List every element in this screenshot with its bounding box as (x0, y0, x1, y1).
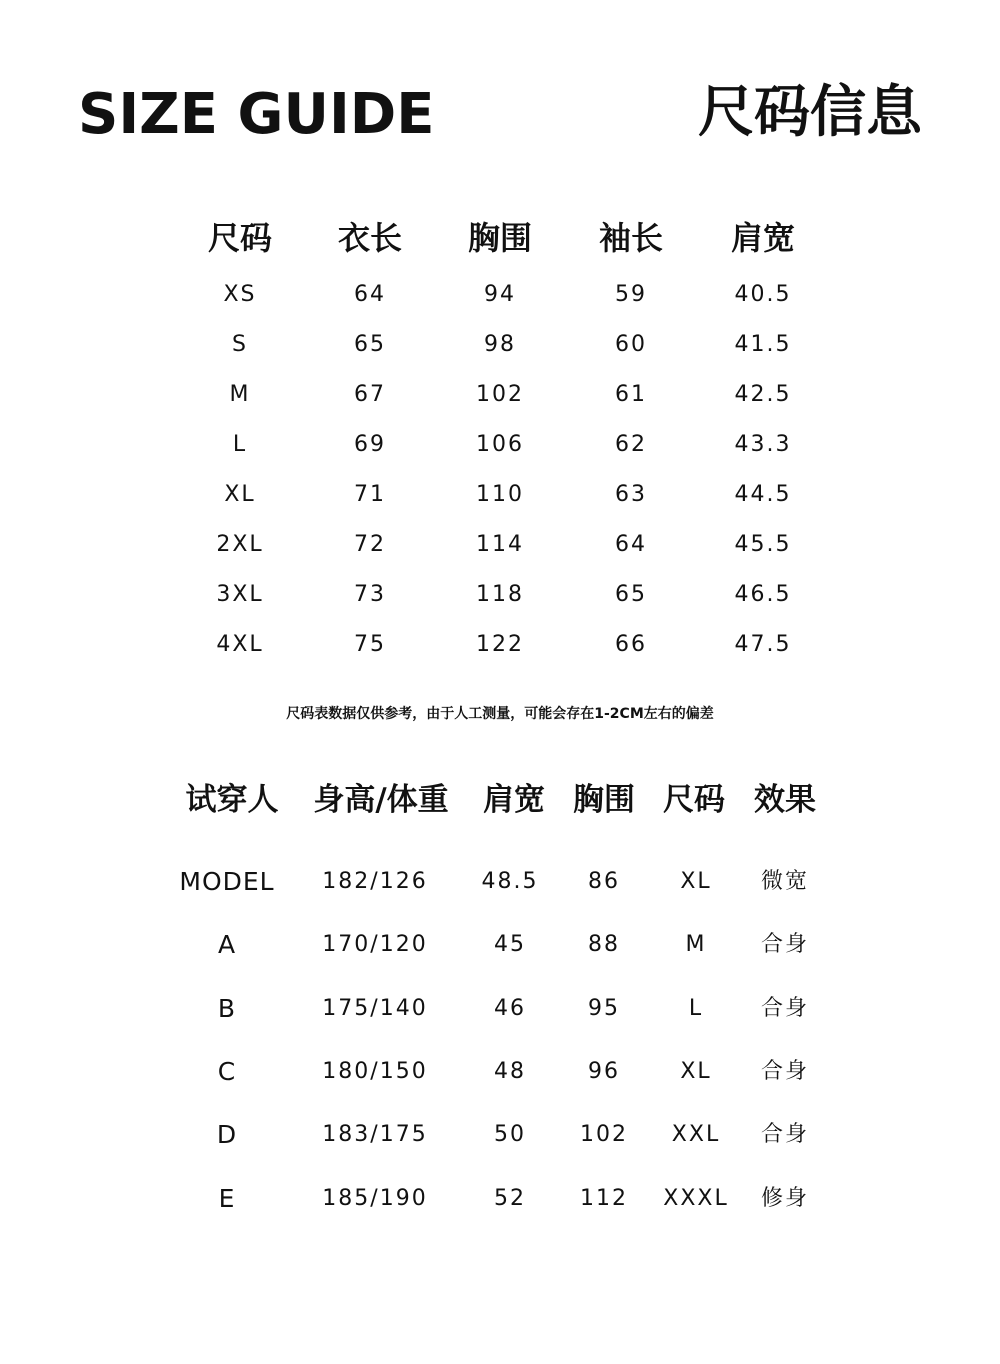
table-row (0, 525, 1000, 565)
size-cell: 72 (354, 532, 386, 557)
model-cell: 112 (580, 1186, 628, 1211)
size-cell: M (229, 382, 251, 407)
size-cell: 102 (476, 382, 524, 407)
model-header-cell: 效果 (754, 782, 816, 818)
size-header-cell: 肩宽 (730, 219, 796, 257)
model-cell: 102 (580, 1122, 628, 1147)
model-cell: 183/175 (322, 1122, 428, 1147)
size-cell: 98 (484, 332, 516, 357)
model-cell: XXXL (663, 1186, 729, 1211)
table-row (0, 425, 1000, 465)
model-cell: XL (680, 1059, 712, 1084)
table-row (0, 1050, 1000, 1094)
size-cell: 41.5 (734, 332, 792, 357)
size-cell: 75 (354, 632, 386, 657)
model-name: D (216, 1120, 238, 1149)
size-cell: 59 (615, 282, 647, 307)
size-cell: 2XL (216, 532, 264, 557)
size-cell: 94 (484, 282, 516, 307)
model-cell: 合身 (760, 1059, 810, 1084)
table-row (0, 860, 1000, 904)
model-cell: 合身 (760, 996, 810, 1021)
model-cell: 52 (494, 1186, 526, 1211)
size-header-cell: 衣长 (337, 219, 403, 257)
model-cell: 182/126 (322, 869, 428, 894)
model-cell: M (685, 932, 707, 957)
model-cell: L (688, 996, 704, 1021)
size-cell: 45.5 (734, 532, 792, 557)
size-cell: 64 (354, 282, 386, 307)
size-guide-title: SIZE GUIDE (78, 82, 435, 147)
size-cell: 4XL (216, 632, 264, 657)
size-cell: 118 (476, 582, 524, 607)
model-cell: XL (680, 869, 712, 894)
table-row (0, 625, 1000, 665)
table-row (0, 325, 1000, 365)
size-cell: 73 (354, 582, 386, 607)
model-cell: 96 (588, 1059, 620, 1084)
size-cell: 122 (476, 632, 524, 657)
model-cell: XXL (671, 1122, 721, 1147)
model-header-cell: 肩宽 (483, 782, 545, 818)
size-cell: 64 (615, 532, 647, 557)
model-header-cell: 尺码 (663, 782, 725, 818)
size-header-cell: 胸围 (467, 219, 533, 257)
size-cell: 63 (615, 482, 647, 507)
model-cell: 合身 (760, 932, 810, 957)
model-cell: 48.5 (481, 869, 539, 894)
size-cell: 65 (615, 582, 647, 607)
size-cell: 110 (476, 482, 524, 507)
table-row (0, 575, 1000, 615)
size-cell: XL (224, 482, 256, 507)
table-row (0, 923, 1000, 967)
model-cell: 88 (588, 932, 620, 957)
model-cell: 45 (494, 932, 526, 957)
size-cell: 114 (476, 532, 524, 557)
size-info-title: 尺码信息 (698, 80, 922, 145)
model-header-cell: 胸围 (573, 782, 635, 818)
table-row (0, 987, 1000, 1031)
model-cell: 170/120 (322, 932, 428, 957)
table-row (0, 375, 1000, 415)
model-header-cell: 试穿人 (185, 782, 279, 818)
size-cell: 67 (354, 382, 386, 407)
model-cell: 微宽 (760, 869, 810, 894)
model-cell: 175/140 (322, 996, 428, 1021)
model-table-header (0, 778, 1000, 822)
model-name: C (217, 1057, 237, 1086)
model-cell: 95 (588, 996, 620, 1021)
size-cell: 3XL (216, 582, 264, 607)
model-name: B (217, 994, 237, 1023)
model-cell: 46 (494, 996, 526, 1021)
measurement-note: 尺码表数据仅供参考，由于人工测量，可能会存在1-2CM左右的偏差 (286, 706, 714, 722)
size-cell: L (232, 432, 248, 457)
model-header-cell: 身高/体重 (313, 782, 449, 818)
size-cell: 44.5 (734, 482, 792, 507)
size-cell: 60 (615, 332, 647, 357)
model-cell: 180/150 (322, 1059, 428, 1084)
model-name: E (218, 1184, 236, 1213)
model-name: A (217, 930, 237, 959)
model-name: MODEL (179, 867, 275, 896)
table-row (0, 1113, 1000, 1157)
size-header-cell: 尺码 (207, 219, 273, 257)
size-table-header (0, 218, 1000, 258)
model-cell: 50 (494, 1122, 526, 1147)
table-row (0, 275, 1000, 315)
size-cell: 65 (354, 332, 386, 357)
size-cell: 43.3 (734, 432, 792, 457)
size-cell: 62 (615, 432, 647, 457)
size-cell: 61 (615, 382, 647, 407)
size-cell: 71 (354, 482, 386, 507)
size-header-cell: 袖长 (598, 219, 664, 257)
model-cell: 86 (588, 869, 620, 894)
table-row (0, 475, 1000, 515)
size-cell: XS (223, 282, 257, 307)
size-cell: 42.5 (734, 382, 792, 407)
model-cell: 48 (494, 1059, 526, 1084)
size-cell: 106 (476, 432, 524, 457)
size-cell: 47.5 (734, 632, 792, 657)
size-cell: 69 (354, 432, 386, 457)
model-cell: 修身 (760, 1186, 810, 1211)
model-cell: 185/190 (322, 1186, 428, 1211)
table-row (0, 1177, 1000, 1221)
size-cell: 40.5 (734, 282, 792, 307)
model-cell: 合身 (760, 1122, 810, 1147)
size-cell: 66 (615, 632, 647, 657)
size-cell: S (232, 332, 248, 357)
size-cell: 46.5 (734, 582, 792, 607)
